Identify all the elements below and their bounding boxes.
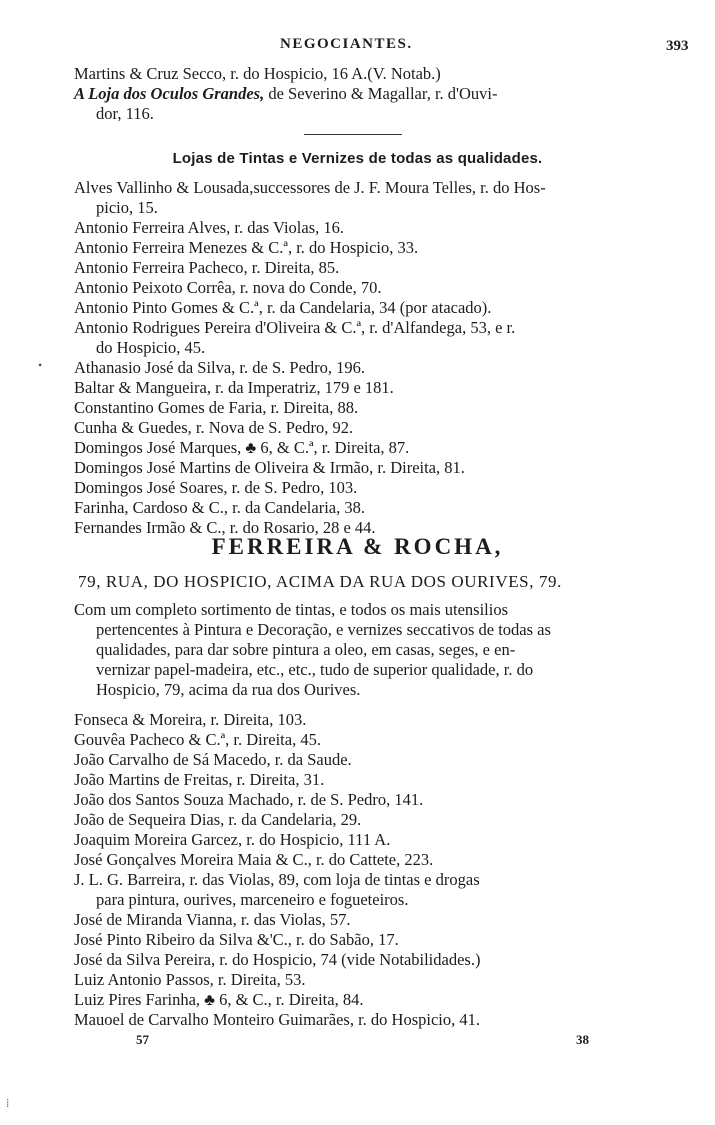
entry-italic-name: A Loja dos Oculos Grandes, — [74, 84, 265, 103]
entry-line: Martins & Cruz Secco, r. do Hospicio, 16 A.(V. Notab.) — [74, 64, 441, 83]
list-item: Antonio Pinto Gomes & C.ª, r. da Candelaria, 34 (por atacado). — [74, 298, 492, 317]
list-item: Baltar & Mangueira, r. da Imperatriz, 179 e 181. — [74, 378, 394, 397]
list-item: João de Sequeira Dias, r. da Candelaria, 29. — [74, 810, 362, 829]
list-item: João dos Santos Souza Machado, r. de S. Pedro, 141. — [74, 790, 424, 809]
entry-line: dor, 116. — [96, 104, 154, 123]
list-item: Mauoel de Carvalho Monteiro Guimarães, r. do Hospicio, 41. — [74, 1010, 480, 1029]
list-item: Luiz Antonio Passos, r. Direita, 53. — [74, 970, 306, 989]
advert-line: Com um completo sortimento de tintas, e todos os mais utensilios — [74, 600, 509, 619]
list-item: Fonseca & Moreira, r. Direita, 103. — [74, 710, 307, 729]
list-item: Constantino Gomes de Faria, r. Direita, 88. — [74, 398, 359, 417]
list-item: Antonio Ferreira Pacheco, r. Direita, 85. — [74, 258, 340, 277]
list-item: João Carvalho de Sá Macedo, r. da Saude. — [74, 750, 352, 769]
list-item: Domingos José Marques, ♣ 6, & C.ª, r. Direita, 87. — [74, 438, 410, 457]
margin-specks-icon: ⁞ — [6, 1096, 10, 1110]
list-item: Fernandes Irmão & C., r. do Rosario, 28 e 44. — [74, 518, 376, 537]
section-heading: Lojas de Tintas e Vernizes de todas as qualidades. — [172, 150, 543, 167]
entry-line-rest: de Severino & Magallar, r. d'Ouvi- — [264, 84, 498, 103]
running-head: NEGOCIANTES. — [280, 36, 413, 52]
advert-line: qualidades, para dar sobre pintura a oleo, em casas, seges, e en- — [96, 640, 516, 659]
list-item: J. L. G. Barreira, r. das Violas, 89, com loja de tintas e drogas — [74, 870, 480, 889]
list-item: José Gonçalves Moreira Maia & C., r. do Cattete, 223. — [74, 850, 434, 869]
list-item: João Martins de Freitas, r. Direita, 31. — [74, 770, 325, 789]
list-item: José da Silva Pereira, r. do Hospicio, 74 (vide Notabilidades.) — [74, 950, 481, 969]
advert-line: vernizar papel-madeira, etc., etc., tudo de superior qualidade, r. do — [96, 660, 534, 679]
list-item: José de Miranda Vianna, r. das Violas, 57. — [74, 910, 351, 929]
divider-rule — [304, 134, 402, 135]
list-item: Gouvêa Pacheco & C.ª, r. Direita, 45. — [74, 730, 321, 749]
list-item: Luiz Pires Farinha, ♣ 6, & C., r. Direita, 84. — [74, 990, 364, 1009]
advert-line: pertencentes à Pintura e Decoração, e vernizes seccativos de todas as — [96, 620, 551, 639]
list-item: Cunha & Guedes, r. Nova de S. Pedro, 92. — [74, 418, 354, 437]
list-item: para pintura, ourives, marceneiro e fogueteiros. — [96, 890, 409, 909]
list-item: Antonio Ferreira Alves, r. das Violas, 16. — [74, 218, 345, 237]
list-item: Domingos José Martins de Oliveira & Irmão, r. Direita, 81. — [74, 458, 465, 477]
margin-dot-icon: • — [38, 358, 43, 372]
list-item: picio, 15. — [96, 198, 158, 217]
list-item: Antonio Peixoto Corrêa, r. nova do Conde, 70. — [74, 278, 382, 297]
list-item: Farinha, Cardoso & C., r. da Candelaria, 38. — [74, 498, 365, 517]
advert-line: Hospicio, 79, acima da rua dos Ourives. — [96, 680, 361, 699]
list-item: Antonio Ferreira Menezes & C.ª, r. do Hospicio, 33. — [74, 238, 419, 257]
list-item: do Hospicio, 45. — [96, 338, 206, 357]
advert-address: 79, RUA, DO HOSPICIO, ACIMA DA RUA DOS OURIVES, 79. — [78, 572, 562, 591]
list-item: Alves Vallinho & Lousada,successores de J. F. Moura Telles, r. do Hos- — [74, 178, 546, 197]
entry-line — [74, 84, 498, 104]
page-number: 393 — [666, 38, 689, 54]
list-item: Domingos José Soares, r. de S. Pedro, 103. — [74, 478, 358, 497]
advert-title: FERREIRA & ROCHA, — [211, 534, 504, 559]
list-item: José Pinto Ribeiro da Silva &'C., r. do Sabão, 17. — [74, 930, 399, 949]
footer-signature-right: 38 — [576, 1032, 589, 1047]
list-item: Joaquim Moreira Garcez, r. do Hospicio, 111 A. — [74, 830, 391, 849]
footer-signature-left: 57 — [136, 1032, 149, 1047]
list-item: Athanasio José da Silva, r. de S. Pedro, 196. — [74, 358, 366, 377]
list-item: Antonio Rodrigues Pereira d'Oliveira & C.ª, r. d'Alfandega, 53, e r. — [74, 318, 516, 337]
